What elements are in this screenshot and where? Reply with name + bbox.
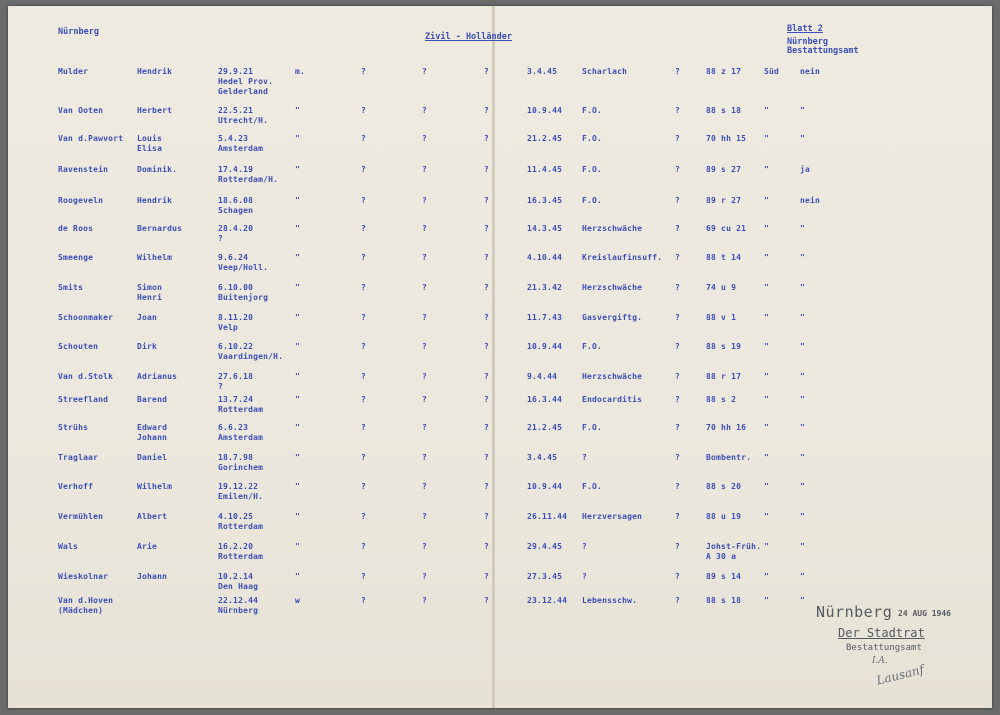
- cell-unknown: ?: [484, 542, 490, 551]
- cell-unknown: ?: [422, 423, 428, 432]
- cell-cause-of-death: F.O.: [582, 196, 603, 205]
- cell-birth-date: 13.7.24: [218, 395, 254, 404]
- cell-birth-place: Emilen/H.: [218, 492, 264, 501]
- cell-unknown: ?: [484, 572, 490, 581]
- cell-grave: 74 u 9: [706, 283, 737, 292]
- cell-unknown: ?: [422, 283, 428, 292]
- cell-birth-date: 8.11.20: [218, 313, 254, 322]
- cell-death-date: 16.3.44: [527, 395, 563, 404]
- cell-unknown: ?: [675, 106, 681, 115]
- header-sheet: Blatt 2: [787, 24, 823, 34]
- cell-unknown: ?: [422, 134, 428, 143]
- cell-grave: 88 s 2: [706, 395, 737, 404]
- cell-cemetery: ": [764, 165, 770, 174]
- cell-death-date: 21.2.45: [527, 134, 563, 143]
- cell-surname: Schouten: [58, 342, 99, 351]
- cell-flag: ": [800, 283, 806, 292]
- cell-birth-place: Rotterdam: [218, 405, 264, 414]
- cell-given-name: Dominik.: [137, 165, 178, 174]
- cell-surname: Van d.Pawvort: [58, 134, 124, 143]
- cell-cause-of-death: ?: [582, 542, 588, 551]
- cell-unknown: ?: [484, 165, 490, 174]
- cell-flag: ": [800, 512, 806, 521]
- cell-cause-of-death: Gasvergiftg.: [582, 313, 643, 322]
- cell-death-date: 4.10.44: [527, 253, 563, 262]
- cell-unknown: ?: [361, 542, 367, 551]
- cell-unknown: ?: [361, 453, 367, 462]
- cell-flag: ": [800, 542, 806, 551]
- cell-flag: ": [800, 224, 806, 233]
- header-city: Nürnberg: [787, 37, 828, 47]
- cell-cause-of-death: F.O.: [582, 134, 603, 143]
- cell-cemetery: ": [764, 224, 770, 233]
- cell-cemetery: ": [764, 596, 770, 605]
- cell-unknown: ?: [361, 395, 367, 404]
- cell-given-name: Daniel: [137, 453, 168, 462]
- cell-surname: Wals: [58, 542, 79, 551]
- cell-unknown: ?: [675, 165, 681, 174]
- cell-unknown: ?: [484, 423, 490, 432]
- cell-unknown: ?: [675, 512, 681, 521]
- cell-sex: ": [295, 482, 301, 491]
- cell-grave: 88 u 19: [706, 512, 742, 521]
- cell-birth-date: 5.4.23: [218, 134, 249, 143]
- cell-given-name: Hendrik: [137, 67, 173, 76]
- cell-cemetery: ": [764, 313, 770, 322]
- cell-flag: ": [800, 572, 806, 581]
- cell-unknown: ?: [484, 253, 490, 262]
- cell-cemetery: Süd: [764, 67, 780, 76]
- cell-grave: Bombentr.: [706, 453, 752, 462]
- cell-given-name: Herbert: [137, 106, 173, 115]
- cell-cause-of-death: Endocarditis: [582, 395, 643, 404]
- cell-surname: Strühs: [58, 423, 89, 432]
- cell-unknown: ?: [361, 572, 367, 581]
- cell-flag: ": [800, 372, 806, 381]
- cell-death-date: 16.3.45: [527, 196, 563, 205]
- cell-unknown: ?: [422, 395, 428, 404]
- cell-sex: ": [295, 512, 301, 521]
- cell-surname: Van Ooten: [58, 106, 104, 115]
- cell-unknown: ?: [361, 342, 367, 351]
- cell-unknown: ?: [361, 482, 367, 491]
- cell-unknown: ?: [675, 453, 681, 462]
- cell-surname: Streefland: [58, 395, 109, 404]
- cell-given-name: Simon Henri: [137, 283, 163, 302]
- cell-given-name: Johann: [137, 572, 168, 581]
- cell-unknown: ?: [422, 106, 428, 115]
- signature: Lausanf: [875, 662, 926, 688]
- cell-unknown: ?: [422, 342, 428, 351]
- cell-cause-of-death: Herzversagen: [582, 512, 643, 521]
- cell-birth-date: 27.6.18: [218, 372, 254, 381]
- cell-birth-place: Buitenjorg: [218, 293, 269, 302]
- cell-unknown: ?: [675, 196, 681, 205]
- cell-birth-place: ?: [218, 382, 224, 391]
- header-left: Nürnberg: [58, 27, 99, 37]
- cell-flag: ": [800, 134, 806, 143]
- cell-unknown: ?: [675, 395, 681, 404]
- cell-death-date: 21.3.42: [527, 283, 563, 292]
- cell-unknown: ?: [484, 482, 490, 491]
- cell-cause-of-death: Herzschwäche: [582, 372, 643, 381]
- cell-grave: 70 hh 16: [706, 423, 747, 432]
- cell-birth-date: 4.10.25: [218, 512, 254, 521]
- cell-unknown: ?: [422, 512, 428, 521]
- cell-flag: ": [800, 313, 806, 322]
- cell-unknown: ?: [484, 196, 490, 205]
- cell-death-date: 21.2.45: [527, 423, 563, 432]
- cell-birth-date: 18.7.98: [218, 453, 254, 462]
- cell-given-name: Bernardus: [137, 224, 183, 233]
- cell-cemetery: ": [764, 372, 770, 381]
- cell-unknown: ?: [361, 134, 367, 143]
- cell-death-date: 11.7.43: [527, 313, 563, 322]
- cell-unknown: ?: [675, 67, 681, 76]
- cell-unknown: ?: [422, 313, 428, 322]
- cell-birth-date: 28.4.20: [218, 224, 254, 233]
- cell-given-name: Louis Elisa: [137, 134, 163, 153]
- cell-surname: Van d.Stolk: [58, 372, 114, 381]
- cell-cemetery: ": [764, 283, 770, 292]
- cell-unknown: ?: [422, 196, 428, 205]
- cell-unknown: ?: [675, 134, 681, 143]
- cell-cause-of-death: ?: [582, 572, 588, 581]
- cell-birth-place: Nürnberg: [218, 606, 259, 615]
- cell-sex: w: [295, 596, 301, 605]
- cell-unknown: ?: [361, 283, 367, 292]
- cell-surname: Traglaar: [58, 453, 99, 462]
- cell-given-name: Wilhelm: [137, 482, 173, 491]
- cell-birth-place: Gorinchem: [218, 463, 264, 472]
- cell-grave: 89 s 14: [706, 572, 742, 581]
- cell-given-name: Albert: [137, 512, 168, 521]
- cell-sex: ": [295, 165, 301, 174]
- cell-birth-date: 16.2.20: [218, 542, 254, 551]
- cell-unknown: ?: [422, 372, 428, 381]
- cell-birth-date: 22.5.21: [218, 106, 254, 115]
- cell-cause-of-death: Lebensschw.: [582, 596, 638, 605]
- cell-cause-of-death: ?: [582, 453, 588, 462]
- cell-flag: ": [800, 423, 806, 432]
- cell-birth-place: Schagen: [218, 206, 254, 215]
- cell-unknown: ?: [361, 372, 367, 381]
- cell-death-date: 10.9.44: [527, 482, 563, 491]
- cell-flag: ": [800, 453, 806, 462]
- cell-cemetery: ": [764, 253, 770, 262]
- cell-cemetery: ": [764, 423, 770, 432]
- cell-sex: ": [295, 283, 301, 292]
- cell-given-name: Adrianus: [137, 372, 178, 381]
- cell-death-date: 27.3.45: [527, 572, 563, 581]
- cell-surname: Ravenstein: [58, 165, 109, 174]
- cell-unknown: ?: [675, 372, 681, 381]
- cell-cause-of-death: F.O.: [582, 165, 603, 174]
- cell-cemetery: ": [764, 106, 770, 115]
- cell-birth-date: 6.10.00: [218, 283, 254, 292]
- cell-death-date: 14.3.45: [527, 224, 563, 233]
- cell-sex: ": [295, 224, 301, 233]
- cell-sex: m.: [295, 67, 306, 76]
- stamp-line1: Der Stadtrat: [838, 626, 925, 640]
- cell-death-date: 9.4.44: [527, 372, 558, 381]
- cell-cemetery: ": [764, 395, 770, 404]
- cell-birth-date: 6.10.22: [218, 342, 254, 351]
- cell-unknown: ?: [422, 572, 428, 581]
- cell-flag: ": [800, 253, 806, 262]
- cell-unknown: ?: [361, 253, 367, 262]
- cell-cemetery: ": [764, 342, 770, 351]
- cell-birth-date: 9.6.24: [218, 253, 249, 262]
- cell-unknown: ?: [422, 253, 428, 262]
- cell-sex: ": [295, 196, 301, 205]
- cell-cause-of-death: Herzschwäche: [582, 283, 643, 292]
- cell-given-name: Wilhelm: [137, 253, 173, 262]
- cell-cemetery: ": [764, 482, 770, 491]
- cell-birth-date: 22.12.44: [218, 596, 259, 605]
- cell-surname: de Roos: [58, 224, 94, 233]
- cell-unknown: ?: [675, 542, 681, 551]
- cell-flag: ": [800, 482, 806, 491]
- cell-grave: 69 cu 21: [706, 224, 747, 233]
- cell-death-date: 29.4.45: [527, 542, 563, 551]
- cell-birth-date: 10.2.14: [218, 572, 254, 581]
- cell-flag: ": [800, 342, 806, 351]
- cell-unknown: ?: [422, 482, 428, 491]
- cell-death-date: 10.9.44: [527, 342, 563, 351]
- cell-birth-place: Veep/Holl.: [218, 263, 269, 272]
- cell-birth-place: Rotterdam/H.: [218, 175, 279, 184]
- cell-sex: ": [295, 342, 301, 351]
- cell-given-name: Dirk: [137, 342, 158, 351]
- cell-unknown: ?: [361, 165, 367, 174]
- cell-surname: Van d.Hoven (Mädchen): [58, 596, 114, 615]
- cell-grave: 89 r 27: [706, 196, 742, 205]
- cell-cemetery: ": [764, 542, 770, 551]
- cell-death-date: 11.4.45: [527, 165, 563, 174]
- cell-sex: ": [295, 423, 301, 432]
- cell-unknown: ?: [484, 283, 490, 292]
- stamp-line2: Bestattungsamt: [846, 643, 922, 653]
- cell-unknown: ?: [361, 106, 367, 115]
- cell-birth-date: 6.6.23: [218, 423, 249, 432]
- cell-birth-place: Rotterdam: [218, 522, 264, 531]
- cell-flag: ja: [800, 165, 811, 174]
- cell-cause-of-death: Kreislaufinsuff.: [582, 253, 663, 262]
- cell-unknown: ?: [484, 372, 490, 381]
- cell-cause-of-death: F.O.: [582, 106, 603, 115]
- cell-surname: Roogeveln: [58, 196, 104, 205]
- cell-sex: ": [295, 572, 301, 581]
- cell-unknown: ?: [361, 596, 367, 605]
- cell-unknown: ?: [422, 596, 428, 605]
- cell-unknown: ?: [484, 224, 490, 233]
- cell-unknown: ?: [484, 512, 490, 521]
- cell-cemetery: ": [764, 196, 770, 205]
- cell-unknown: ?: [675, 342, 681, 351]
- cell-birth-date: 29.9.21: [218, 67, 254, 76]
- cell-flag: ": [800, 395, 806, 404]
- cell-flag: ": [800, 106, 806, 115]
- cell-unknown: ?: [484, 67, 490, 76]
- cell-grave: Johst-Früh. A 30 a: [706, 542, 762, 561]
- cell-unknown: ?: [675, 423, 681, 432]
- cell-birth-place: Rotterdam: [218, 552, 264, 561]
- cell-grave: 88 s 18: [706, 106, 742, 115]
- cell-death-date: 26.11.44: [527, 512, 568, 521]
- cell-surname: Smeenge: [58, 253, 94, 262]
- cell-birth-place: Hedel Prov. Gelderland: [218, 77, 274, 96]
- cell-unknown: ?: [422, 542, 428, 551]
- cell-sex: ": [295, 313, 301, 322]
- cell-surname: Mulder: [58, 67, 89, 76]
- cell-birth-place: Utrecht/H.: [218, 116, 269, 125]
- cell-cemetery: ": [764, 134, 770, 143]
- cell-cause-of-death: Scharlach: [582, 67, 628, 76]
- cell-surname: Smits: [58, 283, 84, 292]
- cell-unknown: ?: [361, 67, 367, 76]
- cell-unknown: ?: [484, 106, 490, 115]
- cell-unknown: ?: [422, 67, 428, 76]
- cell-unknown: ?: [484, 313, 490, 322]
- cell-unknown: ?: [675, 283, 681, 292]
- cell-birth-date: 17.4.19: [218, 165, 254, 174]
- cell-unknown: ?: [422, 453, 428, 462]
- cell-unknown: ?: [484, 596, 490, 605]
- cell-cause-of-death: F.O.: [582, 482, 603, 491]
- cell-sex: ": [295, 453, 301, 462]
- cell-unknown: ?: [675, 596, 681, 605]
- cell-grave: 89 s 27: [706, 165, 742, 174]
- cell-sex: ": [295, 253, 301, 262]
- cell-unknown: ?: [675, 253, 681, 262]
- cell-cemetery: ": [764, 512, 770, 521]
- cell-given-name: Joan: [137, 313, 158, 322]
- cell-unknown: ?: [675, 224, 681, 233]
- cell-given-name: Edward Johann: [137, 423, 168, 442]
- cell-unknown: ?: [361, 423, 367, 432]
- cell-given-name: Arie: [137, 542, 158, 551]
- cell-death-date: 10.9.44: [527, 106, 563, 115]
- cell-sex: ": [295, 395, 301, 404]
- header-office: Bestattungsamt: [787, 46, 859, 56]
- cell-grave: 88 s 19: [706, 342, 742, 351]
- cell-birth-date: 19.12.22: [218, 482, 259, 491]
- cell-unknown: ?: [361, 313, 367, 322]
- cell-unknown: ?: [361, 512, 367, 521]
- cell-birth-date: 18.6.08: [218, 196, 254, 205]
- cell-surname: Vermühlen: [58, 512, 104, 521]
- cell-unknown: ?: [361, 196, 367, 205]
- cell-cause-of-death: Herzschwäche: [582, 224, 643, 233]
- stamp-city: Nürnberg: [816, 603, 893, 621]
- cell-unknown: ?: [484, 134, 490, 143]
- cell-unknown: ?: [675, 313, 681, 322]
- cell-unknown: ?: [484, 342, 490, 351]
- cell-flag: nein: [800, 67, 821, 76]
- cell-flag: ": [800, 596, 806, 605]
- cell-cemetery: ": [764, 453, 770, 462]
- cell-surname: Wieskolnar: [58, 572, 109, 581]
- stamp-date: 24 AUG 1946: [898, 609, 951, 618]
- cell-birth-place: Den Haag: [218, 582, 259, 591]
- signature-initials: I.A.: [872, 656, 888, 666]
- cell-unknown: ?: [422, 165, 428, 174]
- cell-cemetery: ": [764, 572, 770, 581]
- cell-grave: 88 s 18: [706, 596, 742, 605]
- cell-birth-place: Velp: [218, 323, 239, 332]
- cell-sex: ": [295, 542, 301, 551]
- cell-unknown: ?: [484, 453, 490, 462]
- cell-given-name: Barend: [137, 395, 168, 404]
- cell-sex: ": [295, 106, 301, 115]
- cell-death-date: 3.4.45: [527, 67, 558, 76]
- cell-unknown: ?: [675, 572, 681, 581]
- cell-unknown: ?: [422, 224, 428, 233]
- cell-death-date: 23.12.44: [527, 596, 568, 605]
- cell-surname: Schoonmaker: [58, 313, 114, 322]
- cell-grave: 88 v 1: [706, 313, 737, 322]
- cell-unknown: ?: [675, 482, 681, 491]
- cell-cause-of-death: F.O.: [582, 423, 603, 432]
- cell-grave: 88 z 17: [706, 67, 742, 76]
- cell-surname: Verhoff: [58, 482, 94, 491]
- cell-birth-place: Amsterdam: [218, 144, 264, 153]
- cell-sex: ": [295, 134, 301, 143]
- cell-death-date: 3.4.45: [527, 453, 558, 462]
- cell-grave: 88 r 17: [706, 372, 742, 381]
- cell-birth-place: Vaardingen/H.: [218, 352, 284, 361]
- cell-unknown: ?: [361, 224, 367, 233]
- page-fold: [492, 6, 495, 708]
- cell-grave: 88 t 14: [706, 253, 742, 262]
- cell-flag: nein: [800, 196, 821, 205]
- cell-sex: ": [295, 372, 301, 381]
- cell-birth-place: Amsterdam: [218, 433, 264, 442]
- cell-grave: 70 hh 15: [706, 134, 747, 143]
- cell-grave: 88 s 20: [706, 482, 742, 491]
- cell-given-name: Hendrik: [137, 196, 173, 205]
- cell-birth-place: ?: [218, 234, 224, 243]
- cell-cause-of-death: F.O.: [582, 342, 603, 351]
- cell-unknown: ?: [484, 395, 490, 404]
- header-title: Zivil - Holländer: [425, 32, 512, 42]
